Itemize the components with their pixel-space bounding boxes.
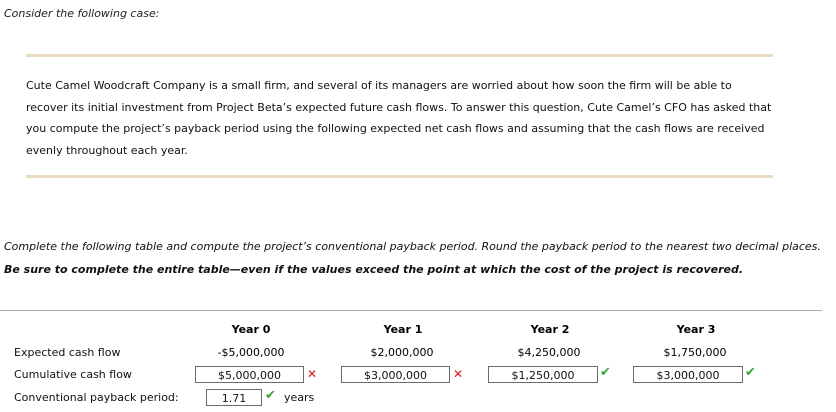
check-mark-icon: ✔ xyxy=(600,365,611,380)
x-mark-icon: ✕ xyxy=(307,367,318,381)
expected-year-1: $2,000,000 xyxy=(370,346,434,359)
cumulative-cash-flow-label: Cumulative cash flow xyxy=(14,368,132,381)
expected-cash-flow-label: Expected cash flow xyxy=(14,346,121,359)
expected-year-2: $4,250,000 xyxy=(517,346,581,359)
instructions-bold: Be sure to complete the entire table—even if the values exceed the point at which the cost of the project is recovered. xyxy=(4,263,744,276)
check-mark-icon: ✔ xyxy=(265,388,276,403)
payback-unit: years xyxy=(284,391,315,404)
cumulative-year-3-input[interactable]: $3,000,000 xyxy=(633,366,743,383)
cumulative-year-2-input[interactable]: $1,250,000 xyxy=(488,366,598,383)
expected-year-3: $1,750,000 xyxy=(663,346,727,359)
cumulative-year-0-input[interactable]: $5,000,000 xyxy=(195,366,304,383)
top-divider xyxy=(26,54,773,57)
check-mark-icon: ✔ xyxy=(745,365,756,380)
payback-period-label: Conventional payback period: xyxy=(14,391,179,404)
expected-year-0: -$5,000,000 xyxy=(217,346,285,359)
instructions xyxy=(4,235,834,281)
table-top-border xyxy=(0,310,822,311)
payback-period-input[interactable]: 1.71 xyxy=(206,389,262,406)
instructions-italic: Complete the following table and compute the project’s conventional payback period. Round the payback period to the nearest two decimal places. xyxy=(4,240,821,253)
bottom-divider xyxy=(26,175,773,178)
header-year-3: Year 3 xyxy=(676,323,716,336)
header-year-1: Year 1 xyxy=(383,323,423,336)
x-mark-icon: ✕ xyxy=(453,367,464,381)
header-year-0: Year 0 xyxy=(231,323,271,336)
case-description: Cute Camel Woodcraft Company is a small firm, and several of its managers are worried about how soon the firm will be able to recover its initial investment from Project Beta’s expected future cash flows. To answer this question, Cute Camel’s CFO has asked that you compute the project’s payback period using the following expected net cash flows and assuming that the cash flows are received evenly throughout each year. xyxy=(26,79,772,157)
intro-text: Consider the following case: xyxy=(4,7,160,20)
cumulative-year-1-input[interactable]: $3,000,000 xyxy=(341,366,450,383)
header-year-2: Year 2 xyxy=(530,323,570,336)
